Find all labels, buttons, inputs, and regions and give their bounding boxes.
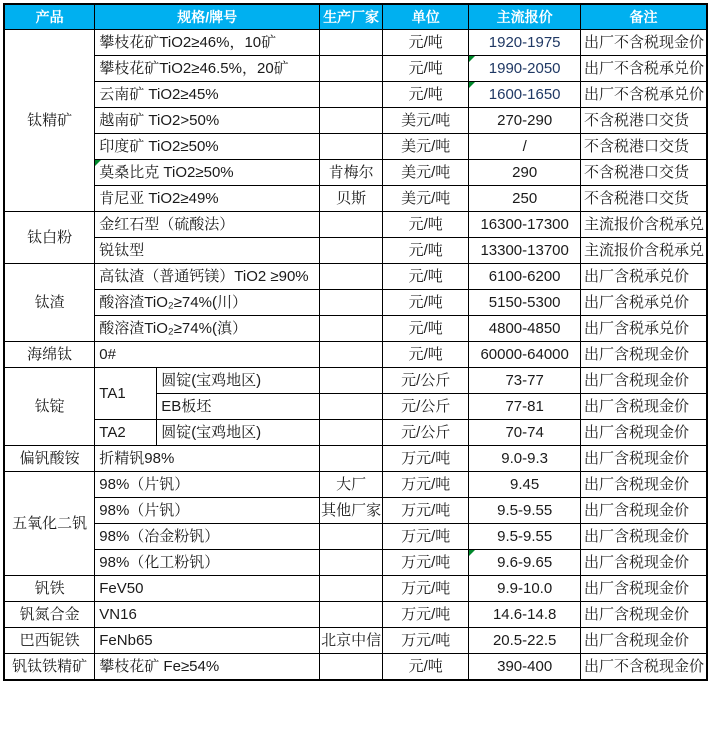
comment-flag-icon: [469, 82, 475, 88]
spec-cell: 圆锭(宝鸡地区): [157, 420, 320, 446]
price-cell: /: [469, 134, 581, 160]
price-cell: 9.5-9.55: [469, 524, 581, 550]
note-cell: 出厂含税承兑价: [580, 316, 707, 342]
unit-cell: 万元/吨: [383, 602, 469, 628]
col-header-product: 产品: [4, 4, 95, 30]
spec-cell: 98%（冶金粉钒）: [95, 524, 320, 550]
unit-cell: 万元/吨: [383, 524, 469, 550]
price-cell: 1920-1975: [469, 30, 581, 56]
spec-cell: 圆锭(宝鸡地区): [157, 368, 320, 394]
product-cell: 海绵钛: [4, 342, 95, 368]
col-header-unit: 单位: [383, 4, 469, 30]
table-row: [4, 628, 707, 654]
table-row: [4, 446, 707, 472]
note-cell: 出厂含税现金价: [580, 524, 707, 550]
maker-cell: [320, 30, 383, 56]
maker-cell: [320, 342, 383, 368]
note-cell: 出厂含税现金价: [580, 550, 707, 576]
price-cell: 250: [469, 186, 581, 212]
spec-cell: 98%（片钒）: [95, 472, 320, 498]
price-cell: 77-81: [469, 394, 581, 420]
note-cell: 出厂不含税现金价: [580, 654, 707, 681]
spec-cell: 云南矿 TiO2≥45%: [95, 82, 320, 108]
price-cell: 9.9-10.0: [469, 576, 581, 602]
table-row: [4, 30, 707, 56]
note-cell: 不含税港口交货: [580, 160, 707, 186]
price-cell: 9.5-9.55: [469, 498, 581, 524]
unit-cell: 万元/吨: [383, 576, 469, 602]
price-cell: 6100-6200: [469, 264, 581, 290]
unit-cell: 元/吨: [383, 342, 469, 368]
comment-flag-icon: [469, 550, 475, 556]
note-cell: 出厂含税现金价: [580, 342, 707, 368]
spec-value: 莫桑比克 TiO2≥50%: [99, 164, 234, 181]
note-cell: 不含税港口交货: [580, 108, 707, 134]
unit-cell: 元/吨: [383, 316, 469, 342]
price-cell: 13300-13700: [469, 238, 581, 264]
price-cell: 4800-4850: [469, 316, 581, 342]
note-cell: 不含税港口交货: [580, 186, 707, 212]
spec-cell: 肯尼亚 TiO2≥49%: [95, 186, 320, 212]
price-value: 1600-1650: [488, 86, 561, 103]
maker-cell: 贝斯: [320, 186, 383, 212]
table-row: [4, 316, 707, 342]
product-cell: 钛锭: [4, 368, 95, 446]
unit-cell: 元/吨: [383, 82, 469, 108]
maker-cell: 北京中信: [320, 628, 383, 654]
note-cell: 出厂含税承兑价: [580, 290, 707, 316]
grade-cell: TA2: [95, 420, 157, 446]
unit-cell: 万元/吨: [383, 550, 469, 576]
unit-cell: 美元/吨: [383, 108, 469, 134]
price-value: 1990-2050: [488, 60, 561, 77]
note-cell: 主流报价含税承兑: [580, 238, 707, 264]
unit-cell: 万元/吨: [383, 472, 469, 498]
table-row: [4, 524, 707, 550]
unit-cell: 元/吨: [383, 654, 469, 681]
price-cell: [469, 56, 581, 82]
unit-cell: 元/吨: [383, 212, 469, 238]
table-row: [4, 576, 707, 602]
product-cell: 钒氮合金: [4, 602, 95, 628]
product-cell: 五氧化二钒: [4, 472, 95, 576]
note-cell: 出厂不含税承兑价: [580, 56, 707, 82]
table-row: [4, 82, 707, 108]
table-row: [4, 238, 707, 264]
price-cell: 9.0-9.3: [469, 446, 581, 472]
unit-cell: 美元/吨: [383, 134, 469, 160]
note-cell: 出厂含税现金价: [580, 498, 707, 524]
price-cell: 16300-17300: [469, 212, 581, 238]
spec-cell: 印度矿 TiO2≥50%: [95, 134, 320, 160]
maker-cell: [320, 108, 383, 134]
maker-cell: [320, 420, 383, 446]
unit-cell: 美元/吨: [383, 160, 469, 186]
col-header-maker: 生产厂家: [320, 4, 383, 30]
price-cell: 5150-5300: [469, 290, 581, 316]
table-row: [4, 420, 707, 446]
maker-cell: [320, 524, 383, 550]
price-cell: 70-74: [469, 420, 581, 446]
unit-cell: 元/吨: [383, 290, 469, 316]
table-row: [4, 56, 707, 82]
product-cell: 钛渣: [4, 264, 95, 342]
table-row: [4, 212, 707, 238]
maker-cell: [320, 290, 383, 316]
maker-cell: [320, 212, 383, 238]
table-row: [4, 342, 707, 368]
spec-cell: FeV50: [95, 576, 320, 602]
spec-cell: 攀枝花矿TiO2≥46.5%，20矿: [95, 56, 320, 82]
header-row: [4, 4, 707, 30]
unit-cell: 元/公斤: [383, 394, 469, 420]
product-cell: 巴西铌铁: [4, 628, 95, 654]
maker-cell: [320, 134, 383, 160]
product-cell: 钛精矿: [4, 30, 95, 212]
note-cell: 出厂不含税承兑价: [580, 82, 707, 108]
price-cell: 270-290: [469, 108, 581, 134]
table-row: [4, 498, 707, 524]
col-header-note: 备注: [580, 4, 707, 30]
note-cell: 不含税港口交货: [580, 134, 707, 160]
maker-cell: [320, 394, 383, 420]
note-cell: 出厂含税现金价: [580, 420, 707, 446]
table-row: [4, 654, 707, 681]
spec-cell: [95, 160, 320, 186]
spec-cell: 高钛渣（普通钙镁）TiO2 ≥90%: [95, 264, 320, 290]
spec-cell: 攀枝花矿TiO2≥46%，10矿: [95, 30, 320, 56]
note-cell: 出厂含税现金价: [580, 628, 707, 654]
note-cell: 主流报价含税承兑: [580, 212, 707, 238]
price-cell: [469, 82, 581, 108]
product-cell: 钛白粉: [4, 212, 95, 264]
note-cell: 出厂含税现金价: [580, 472, 707, 498]
price-cell: 290: [469, 160, 581, 186]
note-cell: 出厂含税现金价: [580, 394, 707, 420]
price-value: 9.6-9.65: [497, 554, 553, 571]
spec-cell: 98%（化工粉钒）: [95, 550, 320, 576]
spec-cell: 攀枝花矿 Fe≥54%: [95, 654, 320, 681]
unit-cell: 元/吨: [383, 238, 469, 264]
maker-cell: [320, 238, 383, 264]
spec-cell: 越南矿 TiO2>50%: [95, 108, 320, 134]
price-cell: 20.5-22.5: [469, 628, 581, 654]
maker-cell: 其他厂家: [320, 498, 383, 524]
maker-cell: [320, 576, 383, 602]
price-cell: [469, 550, 581, 576]
comment-flag-icon: [95, 160, 101, 166]
maker-cell: [320, 602, 383, 628]
table-row: [4, 108, 707, 134]
table-row: [4, 290, 707, 316]
maker-cell: [320, 550, 383, 576]
price-table: [3, 3, 708, 681]
unit-cell: 元/吨: [383, 30, 469, 56]
table-row: [4, 160, 707, 186]
price-cell: 9.45: [469, 472, 581, 498]
unit-cell: 万元/吨: [383, 498, 469, 524]
note-cell: 出厂含税现金价: [580, 576, 707, 602]
spec-cell: VN16: [95, 602, 320, 628]
col-header-spec: 规格/牌号: [95, 4, 320, 30]
table-row: [4, 134, 707, 160]
note-cell: 出厂含税现金价: [580, 602, 707, 628]
price-cell: 14.6-14.8: [469, 602, 581, 628]
unit-cell: 万元/吨: [383, 628, 469, 654]
comment-flag-icon: [469, 56, 475, 62]
table-row: [4, 550, 707, 576]
note-cell: 出厂含税现金价: [580, 446, 707, 472]
table-row: [4, 186, 707, 212]
unit-cell: 元/吨: [383, 56, 469, 82]
unit-cell: 元/公斤: [383, 420, 469, 446]
spec-cell: 金红石型（硫酸法）: [95, 212, 320, 238]
price-cell: 60000-64000: [469, 342, 581, 368]
unit-cell: 万元/吨: [383, 446, 469, 472]
spec-cell: 折精钒98%: [95, 446, 320, 472]
spec-cell: 酸溶渣TiO₂≥74%(川）: [95, 290, 320, 316]
col-header-price: 主流报价: [469, 4, 581, 30]
note-cell: 出厂含税承兑价: [580, 264, 707, 290]
grade-cell: TA1: [95, 368, 157, 420]
maker-cell: [320, 56, 383, 82]
maker-cell: [320, 264, 383, 290]
spec-cell: 98%（片钒）: [95, 498, 320, 524]
note-cell: 出厂含税现金价: [580, 368, 707, 394]
spec-cell: 锐钛型: [95, 238, 320, 264]
spec-cell: FeNb65: [95, 628, 320, 654]
product-cell: 钒铁: [4, 576, 95, 602]
product-cell: 偏钒酸铵: [4, 446, 95, 472]
table-row: [4, 602, 707, 628]
table-row: [4, 264, 707, 290]
maker-cell: [320, 368, 383, 394]
maker-cell: [320, 446, 383, 472]
spec-cell: 0#: [95, 342, 320, 368]
unit-cell: 元/吨: [383, 264, 469, 290]
product-cell: 钒钛铁精矿: [4, 654, 95, 681]
maker-cell: [320, 654, 383, 681]
maker-cell: [320, 82, 383, 108]
price-cell: 73-77: [469, 368, 581, 394]
unit-cell: 元/公斤: [383, 368, 469, 394]
maker-cell: [320, 316, 383, 342]
spec-cell: EB板坯: [157, 394, 320, 420]
note-cell: 出厂不含税现金价: [580, 30, 707, 56]
table-row: [4, 368, 707, 394]
price-cell: 390-400: [469, 654, 581, 681]
maker-cell: 肯梅尔: [320, 160, 383, 186]
maker-cell: 大厂: [320, 472, 383, 498]
unit-cell: 美元/吨: [383, 186, 469, 212]
spec-cell: 酸溶渣TiO₂≥74%(滇）: [95, 316, 320, 342]
table-row: [4, 472, 707, 498]
